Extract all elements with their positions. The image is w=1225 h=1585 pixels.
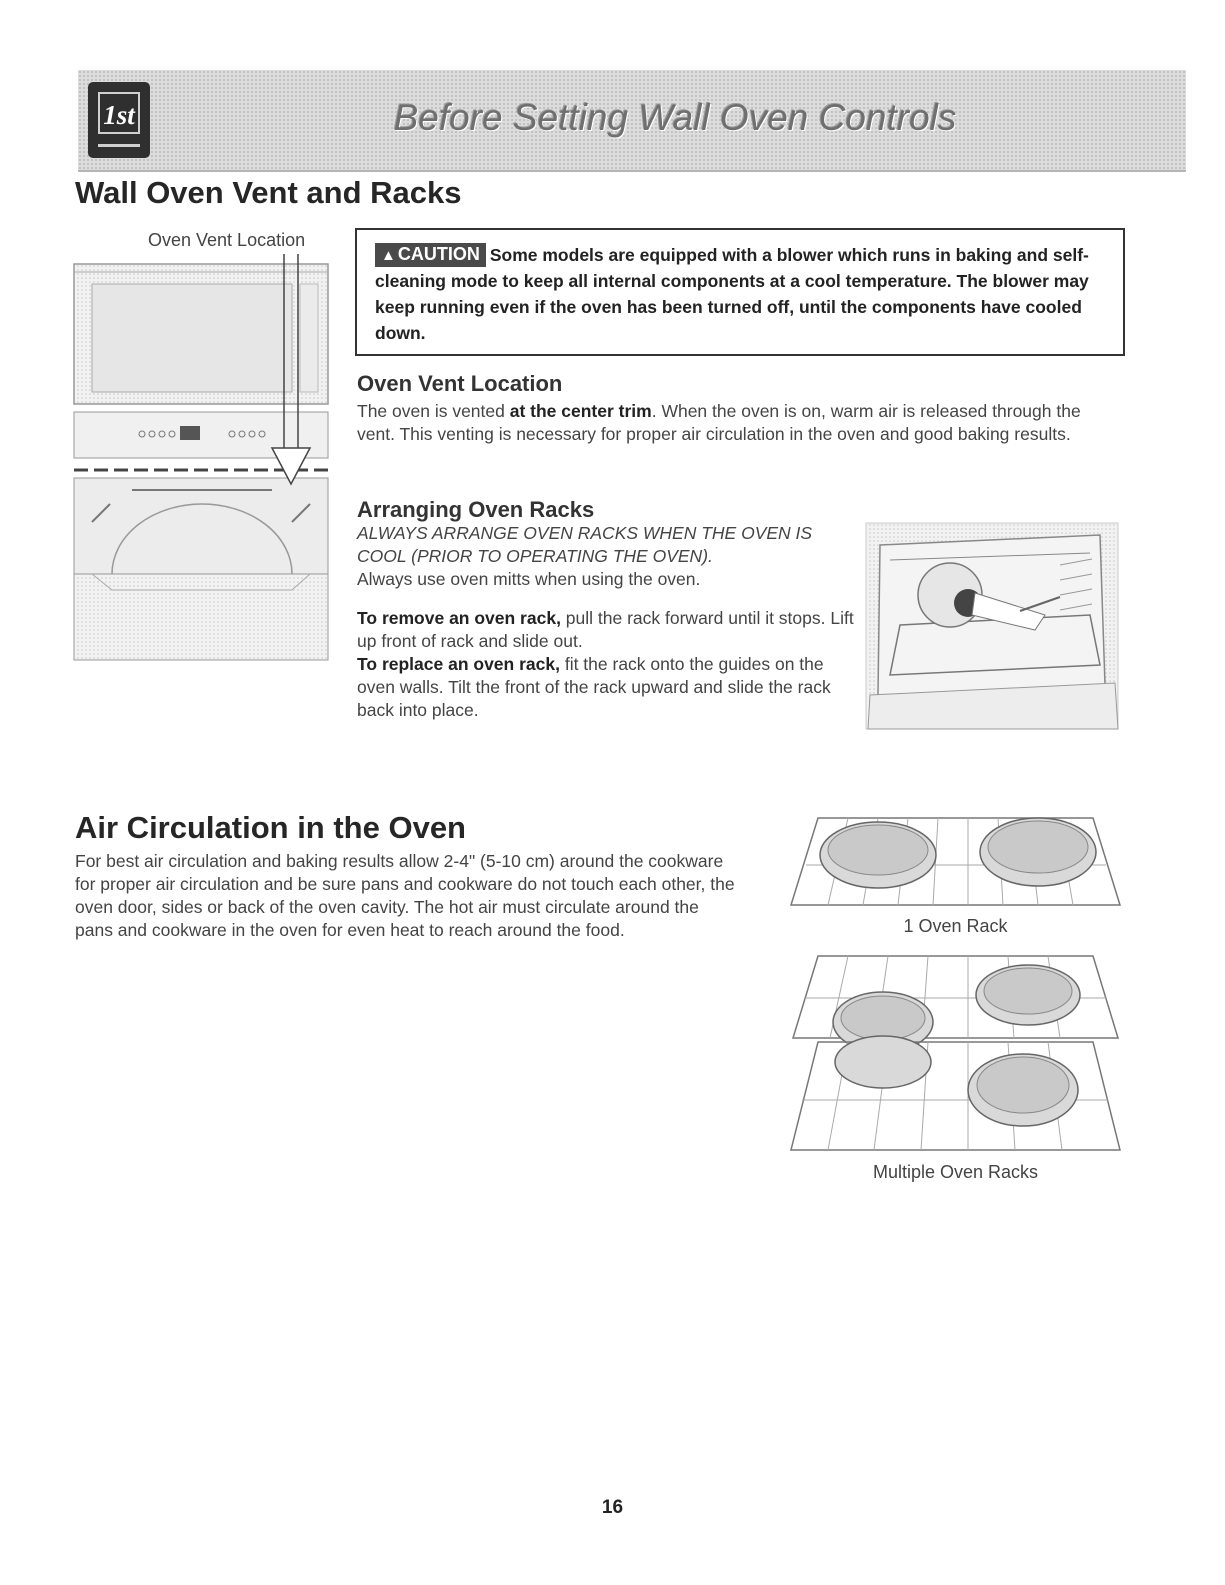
one-rack-drawing <box>788 810 1123 912</box>
badge-underline <box>98 144 140 147</box>
oven-rack-removal-drawing <box>860 515 1122 733</box>
badge-label: 1st <box>98 92 140 134</box>
header-title: Before Setting Wall Oven Controls <box>393 97 957 138</box>
caution-label: CAUTION <box>397 244 480 264</box>
heading-oven-vent-location: Oven Vent Location <box>357 371 563 396</box>
racks-warning: ALWAYS ARRANGE OVEN RACKS WHEN THE OVEN IS COOL (PRIOR TO OPERATING THE OVEN). <box>357 523 813 566</box>
caption-one-oven-rack: 1 Oven Rack <box>903 916 1008 936</box>
section-title-vent-racks: Wall Oven Vent and Racks <box>75 175 462 210</box>
replace-rack-bold: To replace an oven rack, <box>357 654 560 674</box>
replace-rack-text: fit the rack onto the guides on the oven walls. Tilt the front of the rack upward and slide the rack back into place. <box>357 654 831 720</box>
remove-rack-text: pull the rack forward until it stops. Lift up front of rack and slide out. <box>357 608 854 651</box>
wall-oven-drawing <box>72 252 330 662</box>
warning-triangle-icon: ▲ <box>381 247 396 264</box>
vent-text-before: The oven is vented <box>357 401 510 421</box>
caption-multiple-oven-racks: Multiple Oven Racks <box>872 1162 1039 1182</box>
first-step-badge <box>88 82 150 158</box>
multiple-racks-illustration <box>788 950 1123 1158</box>
remove-rack-bold: To remove an oven rack, <box>357 608 561 628</box>
air-circulation-paragraph: For best air circulation and baking results allow 2-4" (5-10 cm) around the cookware for proper air circulation and be sure pans and cookware do not touch each other, the oven door, sides or back of the oven cavity. The hot air must circulate around the pans and cookware in the oven for even heat to reach around the food. <box>75 851 735 940</box>
arranging-racks-text <box>357 522 857 722</box>
page-number: 16 <box>601 1497 624 1518</box>
caution-text: Some models are equipped with a blower which runs in baking and self-cleaning mode to keep all internal components at a cool temperature. The blower may keep running even if the oven has been turned off, until the components have cooled down. <box>375 245 1089 343</box>
oven-vent-paragraph <box>357 400 1117 446</box>
wall-oven-illustration <box>72 252 330 662</box>
remove-rack-instruction <box>357 607 857 653</box>
vent-text-bold: at the center trim <box>509 401 652 421</box>
oven-rack-removal-illustration <box>860 515 1122 733</box>
replace-rack-instruction <box>357 653 857 722</box>
section-title-air-circulation: Air Circulation in the Oven <box>75 810 466 845</box>
racks-mitts-note: Always use oven mitts when using the oven. <box>357 569 701 589</box>
caution-notice <box>355 228 1125 356</box>
caution-tag <box>375 243 486 267</box>
oven-vent-figure-caption: Oven Vent Location <box>148 230 306 250</box>
one-rack-illustration <box>788 810 1123 912</box>
heading-arranging-oven-racks: Arranging Oven Racks <box>357 497 595 522</box>
vent-text-after: . When the oven is on, warm air is released through the vent. This venting is necessary for proper air circulation in the oven and good baking results. <box>357 401 1081 444</box>
multiple-racks-drawing <box>788 950 1123 1158</box>
